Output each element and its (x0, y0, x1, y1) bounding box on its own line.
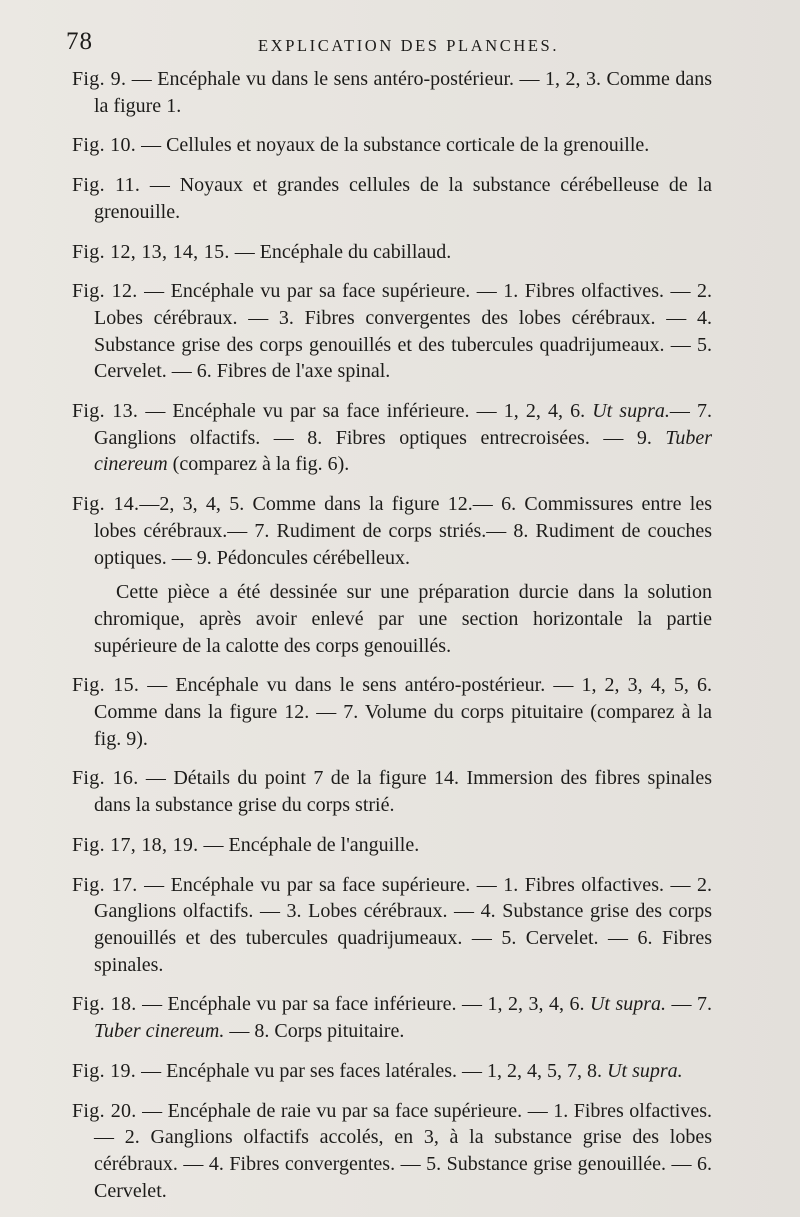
entry-italic: Ut supra. (607, 1059, 683, 1082)
figure-entry-9 (72, 66, 712, 119)
entry-text: — Encéphale vu par ses faces latérales. — 1, 2, 4, 5, 7, 8. (136, 1059, 608, 1082)
figure-label: Fig. 10. (72, 134, 137, 157)
figure-label: Fig. 17, 18, 19. (72, 833, 199, 856)
running-title: EXPLICATION DES PLANCHES. (258, 36, 560, 55)
figure-label: Fig. 20. (72, 1099, 137, 1122)
entry-text-3: — 8. Corps pituitaire. (224, 1020, 405, 1043)
figure-label: Fig. 14. (72, 493, 140, 516)
figure-label: Fig. 15. (72, 674, 140, 697)
entry-italic-2: Tuber cinereum. (94, 1020, 225, 1043)
entry-text: — Encéphale de l'anguille. (198, 833, 420, 856)
figure-entry-10 (72, 132, 712, 159)
figure-entry-14 (72, 491, 712, 571)
figure-label: Fig. 18. (72, 993, 137, 1016)
figure-label: Fig. 12, 13, 14, 15. (72, 240, 230, 263)
figure-label: Fig. 13. (72, 400, 139, 423)
entry-italic: Ut supra. (589, 993, 667, 1016)
figure-entry-13 (72, 398, 712, 478)
page-header (0, 28, 800, 68)
figure-label: Fig. 12. (72, 280, 138, 303)
figure-label: Fig. 11. (72, 174, 141, 197)
entry-text: — Encéphale vu par sa face inférieure. — 1, 2, 3, 4, 6. (136, 993, 590, 1016)
entry-text: — Encéphale vu par sa face inférieure. — 1, 2, 4, 6. (138, 400, 593, 423)
entry-text-2: — 7. (666, 993, 712, 1016)
figure-label: Fig. 9. (72, 68, 127, 90)
figure-entry-11 (72, 172, 712, 225)
figure-entry-19 (72, 1058, 712, 1085)
figure-entry-15 (72, 672, 712, 752)
figure-label: Fig. 19. (72, 1059, 137, 1082)
entry-italic: Ut supra. (592, 400, 670, 423)
figure-entry-12 (72, 278, 712, 385)
entry-text: — Encéphale vu par sa face supérieure. — 1. Fibres olfactives. — 2. Lobes cérébraux. — 3. Fibres convergentes des lobes cérébraux. — 4. Substance grise des corps genouillés et des tubercules quadrijumeaux. — 5. Cervelet. — 6. Fibres de l'axe spinal. (94, 280, 712, 383)
figure-entry-20 (72, 1098, 712, 1205)
entry-text: — Encéphale vu dans le sens antéro-postérieur. — 1, 2, 3, 4, 5, 6. Comme dans la figure 12. — 7. Volume du corps pituitaire (comparez à la fig. 9). (94, 674, 712, 750)
entry-text-2: — 7. Ganglions olfactifs. — 8. Fibres optiques entrecroisées. — 9. (94, 400, 712, 449)
entry-italic-2: Tuber cinereum (94, 426, 712, 476)
entry-text: — Noyaux et grandes cellules de la substance cérébelleuse de la grenouille. (94, 174, 712, 223)
entry-text: — Détails du point 7 de la figure 14. Immersion des fibres spinales dans la substance grise du corps strié. (94, 767, 712, 817)
figure-entry-12-15 (72, 239, 712, 266)
entry-text-3: (comparez à la fig. 6). (167, 453, 350, 476)
entry-text: — Encéphale de raie vu par sa face supérieure. — 1. Fibres olfactives. — 2. Ganglions olfactifs accolés, en 3, à la substance grise des lobes cérébraux. — 4. Fibres convergentes. — 5. Substance grise genouillée. — 6. Cervelet. (94, 1099, 712, 1202)
entry-text: — Encéphale du cabillaud. (229, 240, 452, 263)
figure-entry-17 (72, 872, 712, 979)
figure-entry-17-19 (72, 832, 712, 859)
figure-entry-18 (72, 991, 712, 1044)
figure-label: Fig. 16. (72, 767, 139, 790)
entry-text: — Cellules et noyaux de la substance corticale de la grenouille. (136, 134, 650, 157)
figure-entry-16 (72, 765, 712, 818)
page-number: 78 (66, 28, 93, 55)
entry-text: — Encéphale vu dans le sens antéro-postérieur. — 1, 2, 3. Comme dans la figure 1. (94, 68, 713, 117)
entry-text: —2, 3, 4, 5. Comme dans la figure 12.— 6. Commissures entre les lobes cérébraux.— 7. Rudiment de corps striés.— 8. Rudiment de couches optiques. — 9. Pédoncules cérébelleux. (94, 493, 712, 569)
note-paragraph: Cette pièce a été dessinée sur une préparation durcie dans la solution chromique, après avoir enlevé par une section horizontale la partie supérieure de la calotte des corps genouillés. (94, 581, 712, 657)
text-body (72, 66, 712, 1217)
figure-label: Fig. 17. (72, 873, 138, 896)
entry-text: — Encéphale vu par sa face supérieure. — 1. Fibres olfactives. — 2. Ganglions olfactifs. — 3. Lobes cérébraux. — 4. Substance grise des corps genouillés et des tubercules quadrijumeaux. — 5. Cervelet. — 6. Fibres spinales. (94, 873, 712, 976)
